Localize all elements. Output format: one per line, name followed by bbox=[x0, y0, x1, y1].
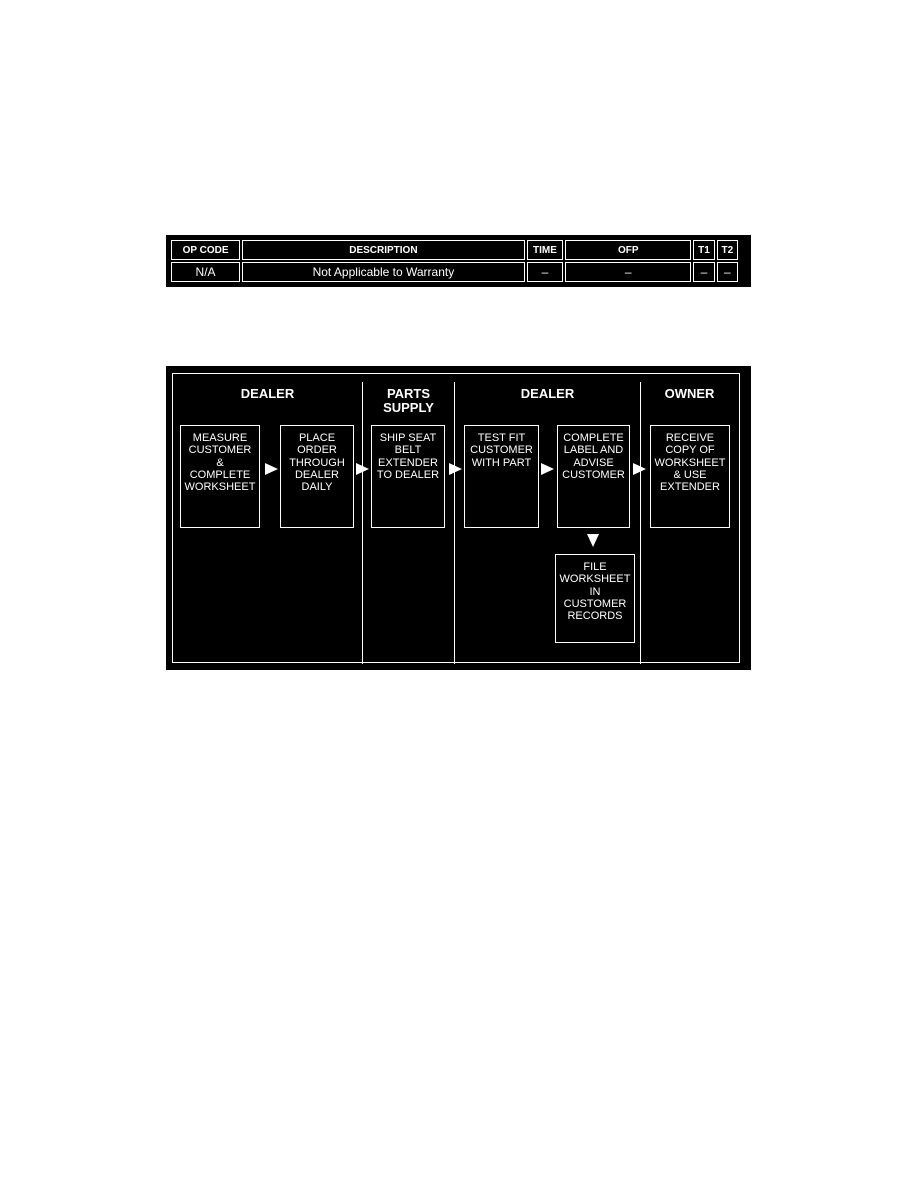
header-time: TIME bbox=[527, 240, 564, 260]
cell-ofp: – bbox=[565, 262, 691, 282]
step-receive-copy: RECEIVE COPY OF WORKSHEET & USE EXTENDER bbox=[650, 425, 730, 528]
cell-op-code: N/A bbox=[171, 262, 240, 282]
header-t1: T1 bbox=[693, 240, 714, 260]
labor-table-grid bbox=[169, 238, 740, 284]
arrow-right-icon bbox=[265, 463, 278, 475]
lane-title-owner: OWNER bbox=[664, 386, 715, 401]
lane-title-parts-supply: PARTS SUPPLY bbox=[383, 386, 434, 415]
arrow-right-icon bbox=[633, 463, 646, 475]
arrow-down-icon bbox=[587, 534, 599, 547]
cell-time: – bbox=[527, 262, 564, 282]
step-measure-customer: MEASURE CUSTOMER & COMPLETE WORKSHEET bbox=[180, 425, 260, 528]
lane-divider bbox=[640, 382, 641, 664]
step-place-order: PLACE ORDER THROUGH DEALER DAILY bbox=[280, 425, 354, 528]
step-file-worksheet: FILE WORKSHEET IN CUSTOMER RECORDS bbox=[555, 554, 635, 643]
flowchart-frame bbox=[172, 373, 740, 663]
arrow-right-icon bbox=[541, 463, 554, 475]
arrow-right-icon bbox=[449, 463, 462, 475]
table-row bbox=[171, 262, 738, 282]
process-flowchart bbox=[166, 366, 751, 670]
labor-operation-table bbox=[166, 235, 751, 287]
header-ofp: OFP bbox=[565, 240, 691, 260]
step-test-fit: TEST FIT CUSTOMER WITH PART bbox=[464, 425, 539, 528]
header-op-code: OP CODE bbox=[171, 240, 240, 260]
table-header-row bbox=[171, 240, 738, 260]
header-description: DESCRIPTION bbox=[242, 240, 525, 260]
header-t2: T2 bbox=[717, 240, 738, 260]
cell-t2: – bbox=[717, 262, 738, 282]
lane-title-dealer: DEALER bbox=[240, 386, 295, 401]
step-ship-extender: SHIP SEAT BELT EXTENDER TO DEALER bbox=[371, 425, 445, 528]
step-complete-label: COMPLETE LABEL AND ADVISE CUSTOMER bbox=[557, 425, 630, 528]
lane-divider bbox=[362, 382, 363, 664]
arrow-right-icon bbox=[356, 463, 369, 475]
lane-title-dealer: DEALER bbox=[520, 386, 575, 401]
cell-t1: – bbox=[693, 262, 714, 282]
cell-description: Not Applicable to Warranty bbox=[242, 262, 525, 282]
lane-divider bbox=[454, 382, 455, 664]
